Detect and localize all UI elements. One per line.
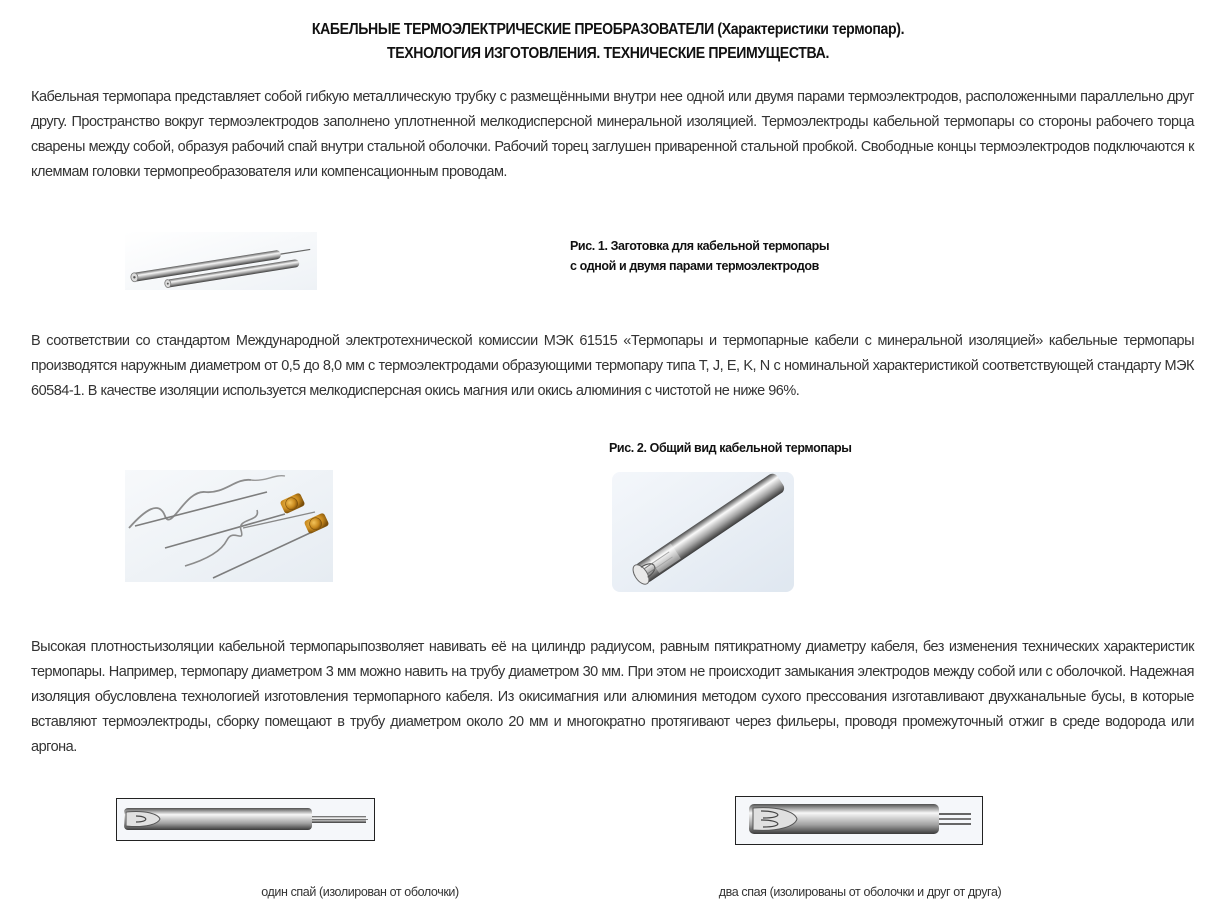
single-junction-caption: один спай (изолирован от оболочки) <box>261 885 459 899</box>
fig1-caption-line-2: с одной и двумя парами термоэлектродов <box>570 259 819 273</box>
fig1-caption <box>570 236 829 276</box>
page-title-line-2: ТЕХНОЛОГИЯ ИЗГОТОВЛЕНИЯ. ТЕХНИЧЕСКИЕ ПРЕИМУЩЕСТВА. <box>386 45 830 62</box>
fig2-cable-tip-image <box>612 472 794 592</box>
single-junction-image <box>116 798 375 841</box>
page-title <box>73 18 1143 66</box>
page-title-line-1: КАБЕЛЬНЫЕ ТЕРМОЭЛЕКТРИЧЕСКИЕ ПРЕОБРАЗОВАТЕЛИ (Характеристики термопар). <box>311 21 905 38</box>
double-junction-image <box>735 796 983 845</box>
fig1-caption-line-1: Рис. 1. Заготовка для кабельной термопары <box>570 239 830 253</box>
double-junction-caption: два спая (изолированы от оболочки и друг от друга) <box>718 885 1002 899</box>
fig2-caption: Рис. 2. Общий вид кабельной термопары <box>609 441 852 455</box>
bent-thermocouples-image <box>125 470 333 582</box>
insulation-paragraph: Высокая плотностьизоляции кабельной термопарыпозволяет навивать её на цилиндр радиусом, равным пятикратному диаметру кабеля, без изменения технических характеристик термопары. Например, термопару диаметром 3 мм можно навить на трубу диаметром 30 мм. При этом не происходит замыкания электродов между собой или с оболочкой. Надежная изоляция обусловлена технологией изготовления термопарного кабеля. Из окисимагния или алюминия методом сухого прессования изготавливают двухканальные бусы, в которые вставляют термоэлектроды, сборку помещают в трубу диаметром около 20 мм и многократно протягивают через фильеры, проводя промежуточный отжиг в среде водорода или аргона. <box>31 639 1194 755</box>
standard-paragraph: В соответствии со стандартом Международной электротехнической комиссии МЭК 61515 «Термопары и термопарные кабели с минеральной изоляцией» кабельные термопары производятся наружным диаметром от 0,5 до 8,0 мм с термоэлектродами образующими термопару типа T, J, E, K, N с номинальной характеристикой соответствующей стандарту МЭК 60584-1. В качестве изоляции используется мелкодисперсная окись магния или окись алюминия с чистотой не ниже 96%. <box>31 333 1194 399</box>
intro-paragraph: Кабельная термопара представляет собой гибкую металлическую трубку с размещёнными внутри нее одной или двумя парами термоэлектродов, расположенными параллельно друг другу. Пространство вокруг термоэлектродов заполнено уплотненной мелкодисперсной минеральной изоляцией. Термоэлектроды кабельной термопары со стороны рабочего торца сварены между собой, образуя рабочий спай внутри стальной оболочки. Рабочий торец заглушен приваренной стальной пробкой. Свободные концы термоэлектродов подключаются к клеммам головки термопреобразователя или компенсационным проводам. <box>31 89 1194 180</box>
fig1-cable-blank-image <box>125 232 317 290</box>
